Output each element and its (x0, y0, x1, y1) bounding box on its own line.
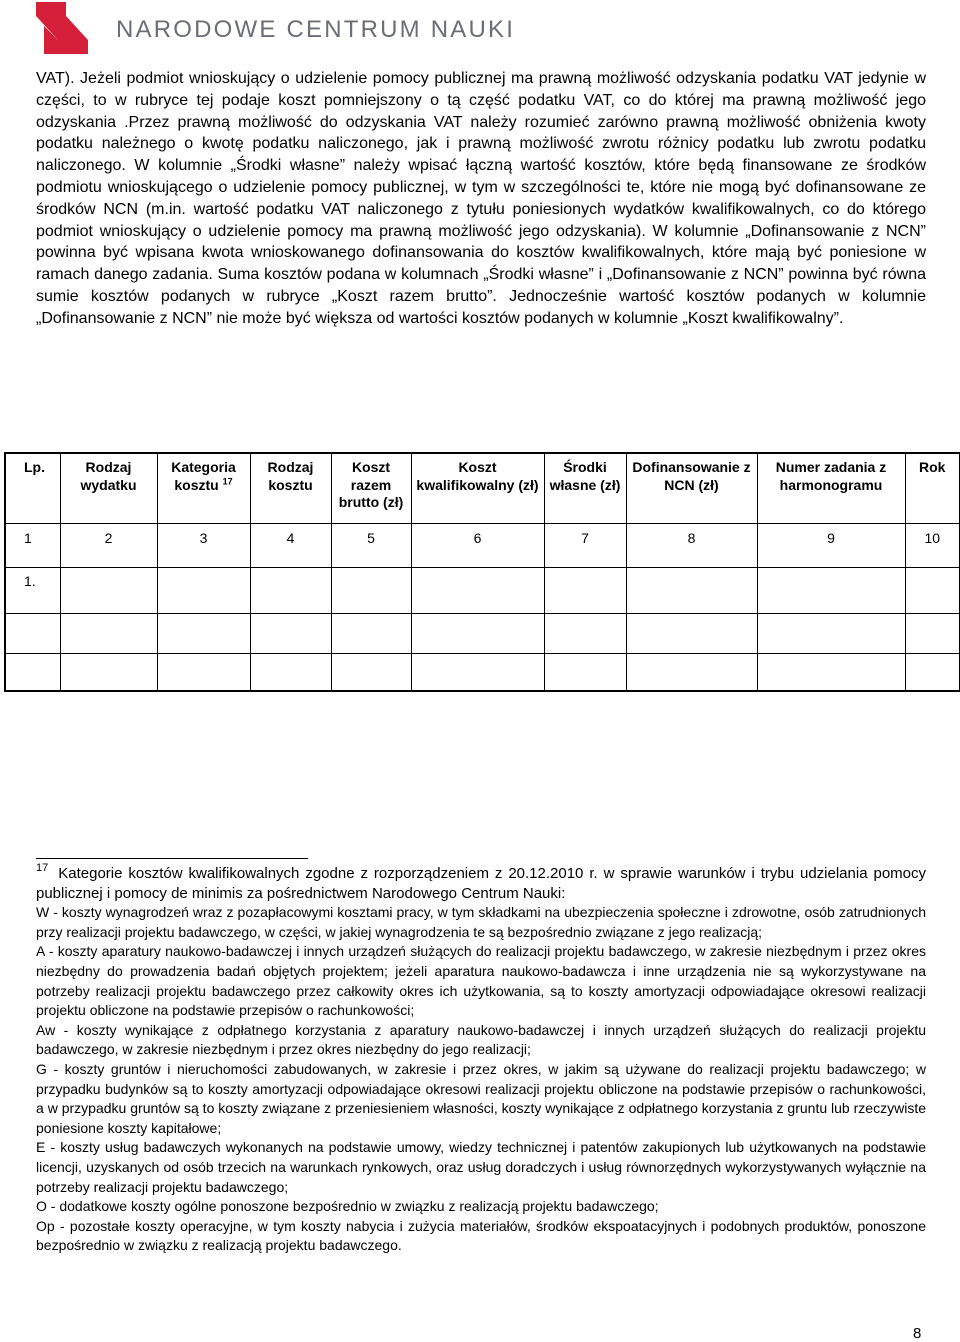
table-cell (905, 653, 960, 691)
table-cell (5, 653, 60, 691)
footnote-item: Aw - koszty wynikające z odpłatnego korzystania z aparatury naukowo-badawczej i innych urządzeń służących do realizacji projektu badawczego, w zakresie niezbędnym i przez okres niezbędny do jego realizacji; (36, 1021, 926, 1058)
table-cell (757, 613, 905, 653)
table-cell: 1. (5, 567, 60, 613)
intro-paragraph (36, 68, 926, 330)
footnote-item: Op - pozostałe koszty operacyjne, w tym koszty nabycia i zużycia materiałów, środków ekspoatacyjnych i podobnych produktów, ponoszone bezpośrednio w związku z realizacją projektu badawczego. (36, 1217, 926, 1254)
table-cell (411, 567, 544, 613)
table-cell (331, 653, 411, 691)
table-cell (157, 567, 250, 613)
col-header: Koszt razem brutto (zł) (331, 453, 411, 523)
col-header (157, 453, 250, 523)
table-cell (626, 613, 757, 653)
col-header: Numer zadania z harmonogramu (757, 453, 905, 523)
cost-table (4, 452, 960, 692)
col-number: 6 (411, 523, 544, 567)
table-header-row (5, 453, 960, 523)
col-header: Dofinansowanie z NCN (zł) (626, 453, 757, 523)
page-number: 8 (913, 1325, 922, 1342)
column-number-row (5, 523, 960, 567)
table-cell (905, 567, 960, 613)
col-header: Rodzaj kosztu (250, 453, 331, 523)
col-number: 2 (60, 523, 157, 567)
footnote-intro (36, 864, 926, 903)
table-cell (250, 567, 331, 613)
col-number: 1 (5, 523, 60, 567)
table-cell (60, 613, 157, 653)
table-cell (60, 567, 157, 613)
footnote-intro-text: Kategorie kosztów kwalifikowalnych zgodne z rozporządzeniem z 20.12.2010 r. w sprawie warunków i trybu udzielania pomocy publicznej i pomocy de minimis za pośrednictwem Narodowego Centrum Nauki: (36, 865, 926, 902)
table-cell (60, 653, 157, 691)
footnote-item: G - koszty gruntów i nieruchomości zabudowanych, w zakresie i przez okres, w jakim są używane do realizacji projektu badawczego; w przypadku budynków są to koszty amortyzacji odpowiadające okresowi realizacji projektu obliczone na podstawie przepisów o rachunkowości, a w przypadku gruntów są to koszty związane z przeniesieniem własności, koszty wynikające z odpłatnego korzystania z gruntu lub rzeczywiste poniesione koszty kapitałowe; (36, 1060, 926, 1136)
table-cell (544, 613, 626, 653)
brand-name: NARODOWE CENTRUM NAUKI (116, 16, 516, 43)
footnote-number: 17 (36, 862, 49, 874)
footnote-item: W - koszty wynagrodzeń wraz z pozapłacowymi kosztami pracy, w tym składkami na ubezpieczenia społeczne i zdrowotne, osób zatrudnionych przy realizacji projektu badawczego, w części, w jakiej wynagrodzenia te są bezpośrednio związane z jego realizacją; (36, 904, 926, 940)
page-header (36, 2, 596, 56)
ncn-logo-icon (36, 2, 88, 54)
table-cell (757, 567, 905, 613)
table-cell (331, 567, 411, 613)
col-header: Rok (905, 453, 960, 523)
table-cell (626, 653, 757, 691)
intro-text: VAT). Jeżeli podmiot wnioskujący o udzielenie pomocy publicznej ma prawną możliwość odzyskania podatku VAT jedynie w części, to w rubryce tej podaje koszt pomniejszony o tą część podatku VAT, co do której ma prawną możliwość jego odzyskania .Przez prawną możliwość do odzyskania VAT należy rozumieć zarówno prawną możliwość obniżenia kwoty podatku należnego o kwotę podatku naliczonego, jak i prawną możliwość zwrotu różnicy podatku lub zwrotu podatku naliczonego. W kolumnie „Środki własne” należy wpisać łączną wartość kosztów, które będą finansowane ze środków podmiotu wnioskującego o udzielenie pomocy publicznej, w tym w szczególności te, które nie mogą być dofinansowane ze środków NCN (m.in. wartość podatku VAT naliczonego z tytułu poniesionych wydatków kwalifikowalnych, co do którego podmiot wnioskujący o udzielenie pomocy ma prawną możliwość jego odzyskania). W kolumnie „Dofinansowanie z NCN” powinna być wpisana kwota wnioskowanego dofinansowania do kosztów kwalifikowalnych, które mają być poniesione w ramach danego zadania. Suma kosztów podana w kolumnach „Środki własne” i „Dofinansowanie z NCN” powinna być równa sumie kosztów podanych w rubryce „Koszt razem brutto”. Jednocześnie wartość kosztów podanych w kolumnie „Dofinansowanie z NCN” nie może być większa od wartości kosztów podanych w kolumnie „Koszt kwalifikowalny”. (36, 70, 926, 327)
table-cell (757, 653, 905, 691)
col-number: 9 (757, 523, 905, 567)
table-cell (5, 613, 60, 653)
table-cell (331, 613, 411, 653)
col-header: Środki własne (zł) (544, 453, 626, 523)
table-row (5, 613, 960, 653)
col-header: Koszt kwalifikowalny (zł) (411, 453, 544, 523)
table-cell (626, 567, 757, 613)
col-number: 5 (331, 523, 411, 567)
col-number: 8 (626, 523, 757, 567)
table-row (5, 567, 960, 613)
table-cell (905, 613, 960, 653)
footnote-item: A - koszty aparatury naukowo-badawczej i innych urządzeń służących do realizacji projektu badawczego, w zakresie niezbędnym i przez okres niezbędny do prowadzenia badań objętych projektem; jeżeli aparatura naukowo-badawcza i inne urządzenia nie są wykorzystywane na potrzeby realizacji projektu badawczego przez całkowity okres ich użytkowania, są to koszty amortyzacji odpowiadające okresowi realizacji projektu obliczone na podstawie przepisów o rachunkowości; (36, 943, 926, 1019)
col-number: 4 (250, 523, 331, 567)
col-header-label: Kategoria kosztu (171, 459, 236, 493)
col-number: 3 (157, 523, 250, 567)
table-cell (250, 653, 331, 691)
footnote-item: O - dodatkowe koszty ogólne ponoszone bezpośrednio w związku z realizacją projektu badawczego; (36, 1198, 659, 1215)
col-header: Rodzaj wydatku (60, 453, 157, 523)
col-header: Lp. (5, 453, 60, 523)
footnote-item: E - koszty usług badawczych wykonanych na podstawie umowy, wiedzy technicznej i patentów zakupionych lub użytkowanych na podstawie licencji, uzyskanych od osób trzecich na warunkach rynkowych, oraz usług doradczych i usług równorzędnych wykorzystywanych wyłącznie na potrzeby realizacji projektu badawczego; (36, 1139, 926, 1195)
table-row (5, 653, 960, 691)
table-cell (250, 613, 331, 653)
col-number: 7 (544, 523, 626, 567)
table-cell (157, 653, 250, 691)
table-cell (544, 653, 626, 691)
table-cell (544, 567, 626, 613)
footnote-ref: 17 (222, 475, 233, 486)
table-cell (157, 613, 250, 653)
col-number: 10 (905, 523, 960, 567)
footnote-separator (36, 858, 308, 859)
table-cell (411, 613, 544, 653)
footnotes (36, 864, 926, 1256)
table-cell (411, 653, 544, 691)
